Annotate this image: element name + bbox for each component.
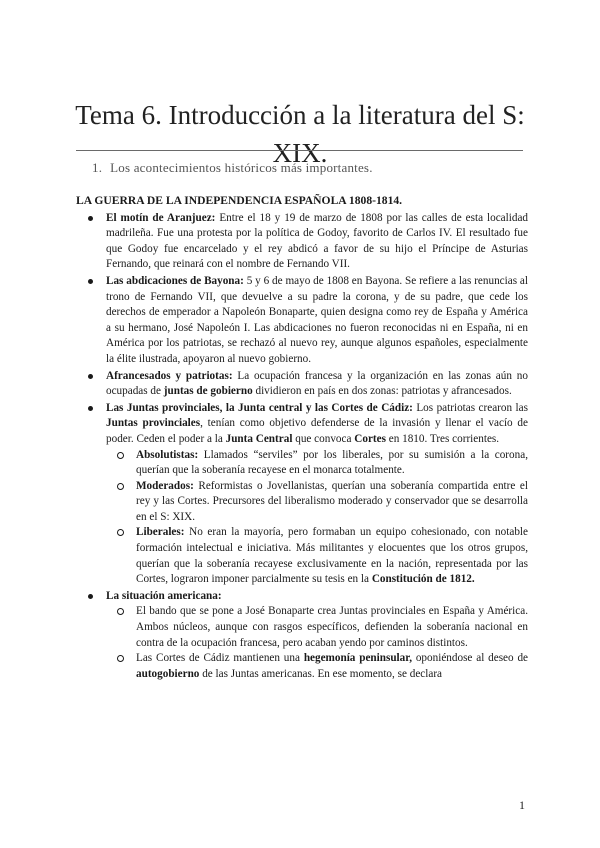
item-text: dividieron en país en dos zonas: patriotas y afrancesados. (252, 385, 512, 398)
title-divider (76, 150, 523, 151)
sub-list-item (106, 604, 528, 651)
sub-list-item (106, 479, 528, 526)
toc-number: 1. (92, 160, 103, 175)
sub-item-text: No eran la mayoría, pero formaban un equipo cohesionado, con notable formación intelectual e iniciativa. Más militantes y elocuentes que los otros grupos, querían que la soberanía recayese exclusivamente en la nación, representada por las Cortes, lograron imponer parcialmente su tesis en la (136, 526, 528, 586)
sub-list (106, 604, 528, 682)
sub-item-term: Moderados: (136, 479, 194, 492)
section-heading: LA GUERRA DE LA INDEPENDENCIA ESPAÑOLA 1808-1814. (76, 194, 403, 207)
item-emphasis: Cortes (354, 432, 386, 445)
sub-item-text: El bando que se pone a José Bonaparte crea Juntas provinciales en España y América. Ambos núcleos, aunque con rasgos específicos, defienden la soberanía nacional en contra de la ocupación francesa, pero acaban yendo por caminos distintos. (136, 605, 528, 649)
sub-list (106, 448, 528, 588)
list-item (76, 589, 528, 683)
list-item (76, 401, 528, 588)
bullet-icon (88, 216, 93, 221)
sub-list-item (106, 448, 528, 479)
bullet-list (76, 211, 528, 683)
item-text: 5 y 6 de mayo de 1808 en Bayona. Se refiere a las renuncias al trono de Fernando VII, que devuelve a su padre la corona, y de su padre, que cede los derechos de emperador a Napoleón Bonaparte, quien designa como rey de España y América a su hermano, José Napoleón I. Las abdicaciones no fueron reconocidas ni en España, ni en América por los patriotas, se rechazó al nuevo rey, aunque algunos españoles, especialmente la élite ilustrada, apoyaron al nuevo gobierno. (106, 274, 528, 365)
bullet-icon (88, 374, 93, 379)
list-item (76, 211, 528, 273)
circle-bullet-icon (117, 608, 124, 615)
sub-item-text: Reformistas o Jovellanistas, querían una soberanía compartida entre el rey y las Cortes. Precursores del liberalismo moderado y conservador que se desarrolla en el S: XIX. (136, 479, 528, 523)
sub-list-item (106, 525, 528, 587)
sub-item-term: Absolutistas: (136, 448, 199, 461)
page-number: 1 (519, 798, 525, 812)
item-term: Afrancesados y patriotas: (106, 369, 233, 382)
toc-label: Los acontecimientos históricos más importantes. (110, 160, 373, 175)
circle-bullet-icon (117, 655, 124, 662)
sub-item-emphasis: autogobierno (136, 667, 200, 680)
item-term: Las abdicaciones de Bayona: (106, 274, 244, 287)
bullet-icon (88, 279, 93, 284)
sub-item-text: Llamados “serviles” por los liberales, por su sumisión a la corona, querían que la soberanía recayese en el monarca totalmente. (136, 448, 528, 477)
sub-item-text: Las Cortes de Cádiz mantienen una (136, 652, 304, 665)
circle-bullet-icon (117, 529, 124, 536)
item-emphasis: Juntas provinciales (106, 417, 201, 430)
item-text: en 1810. Tres corrientes. (385, 432, 500, 445)
circle-bullet-icon (117, 483, 124, 490)
toc-entry (92, 160, 373, 176)
sub-item-text: oponiéndose al deseo de (412, 652, 529, 665)
item-emphasis: juntas de gobierno (163, 385, 253, 398)
item-term: Las Juntas provinciales, la Junta central y las Cortes de Cádiz: (106, 401, 413, 414)
page-title: Tema 6. Introducción a la literatura del S: XIX. (75, 100, 525, 169)
item-text: Entre el 18 y 19 de marzo de 1808 por las calles de esta localidad madrileña. Fue una protesta por la política de Godoy, favorito de Carlos IV. El resultado fue que Godoy fue encarcelado y el rey abdicó a favor de su hijo el Príncipe de Asturias Fernando, que reinará con el nombre de Fernando VII. (106, 211, 528, 271)
sub-item-term: Liberales: (136, 526, 185, 539)
list-item (76, 274, 528, 368)
list-item (76, 369, 528, 400)
item-emphasis: Junta Central (225, 432, 293, 445)
item-term: La situación americana: (106, 589, 222, 602)
sub-item-text: de las Juntas americanas. En ese momento, se declara (199, 667, 443, 680)
item-term: El motín de Aranjuez: (106, 211, 216, 224)
sub-item-emphasis: hegemonía peninsular, (303, 652, 412, 665)
bullet-icon (88, 594, 93, 599)
item-text: , tenían como objetivo defenderse de la invasión y llenar el vacío de poder. Ceden el poder a la (106, 417, 528, 445)
document-body (76, 193, 528, 683)
circle-bullet-icon (117, 452, 124, 459)
sub-list-item (106, 651, 528, 682)
sub-item-emphasis: Constitución de 1812. (371, 573, 475, 586)
item-text: La ocupación francesa y la organización en las zonas aún no ocupadas de (106, 369, 528, 398)
bullet-icon (88, 406, 93, 411)
item-text: que convoca (292, 432, 355, 445)
item-text: Los patriotas crearon las (412, 401, 528, 414)
